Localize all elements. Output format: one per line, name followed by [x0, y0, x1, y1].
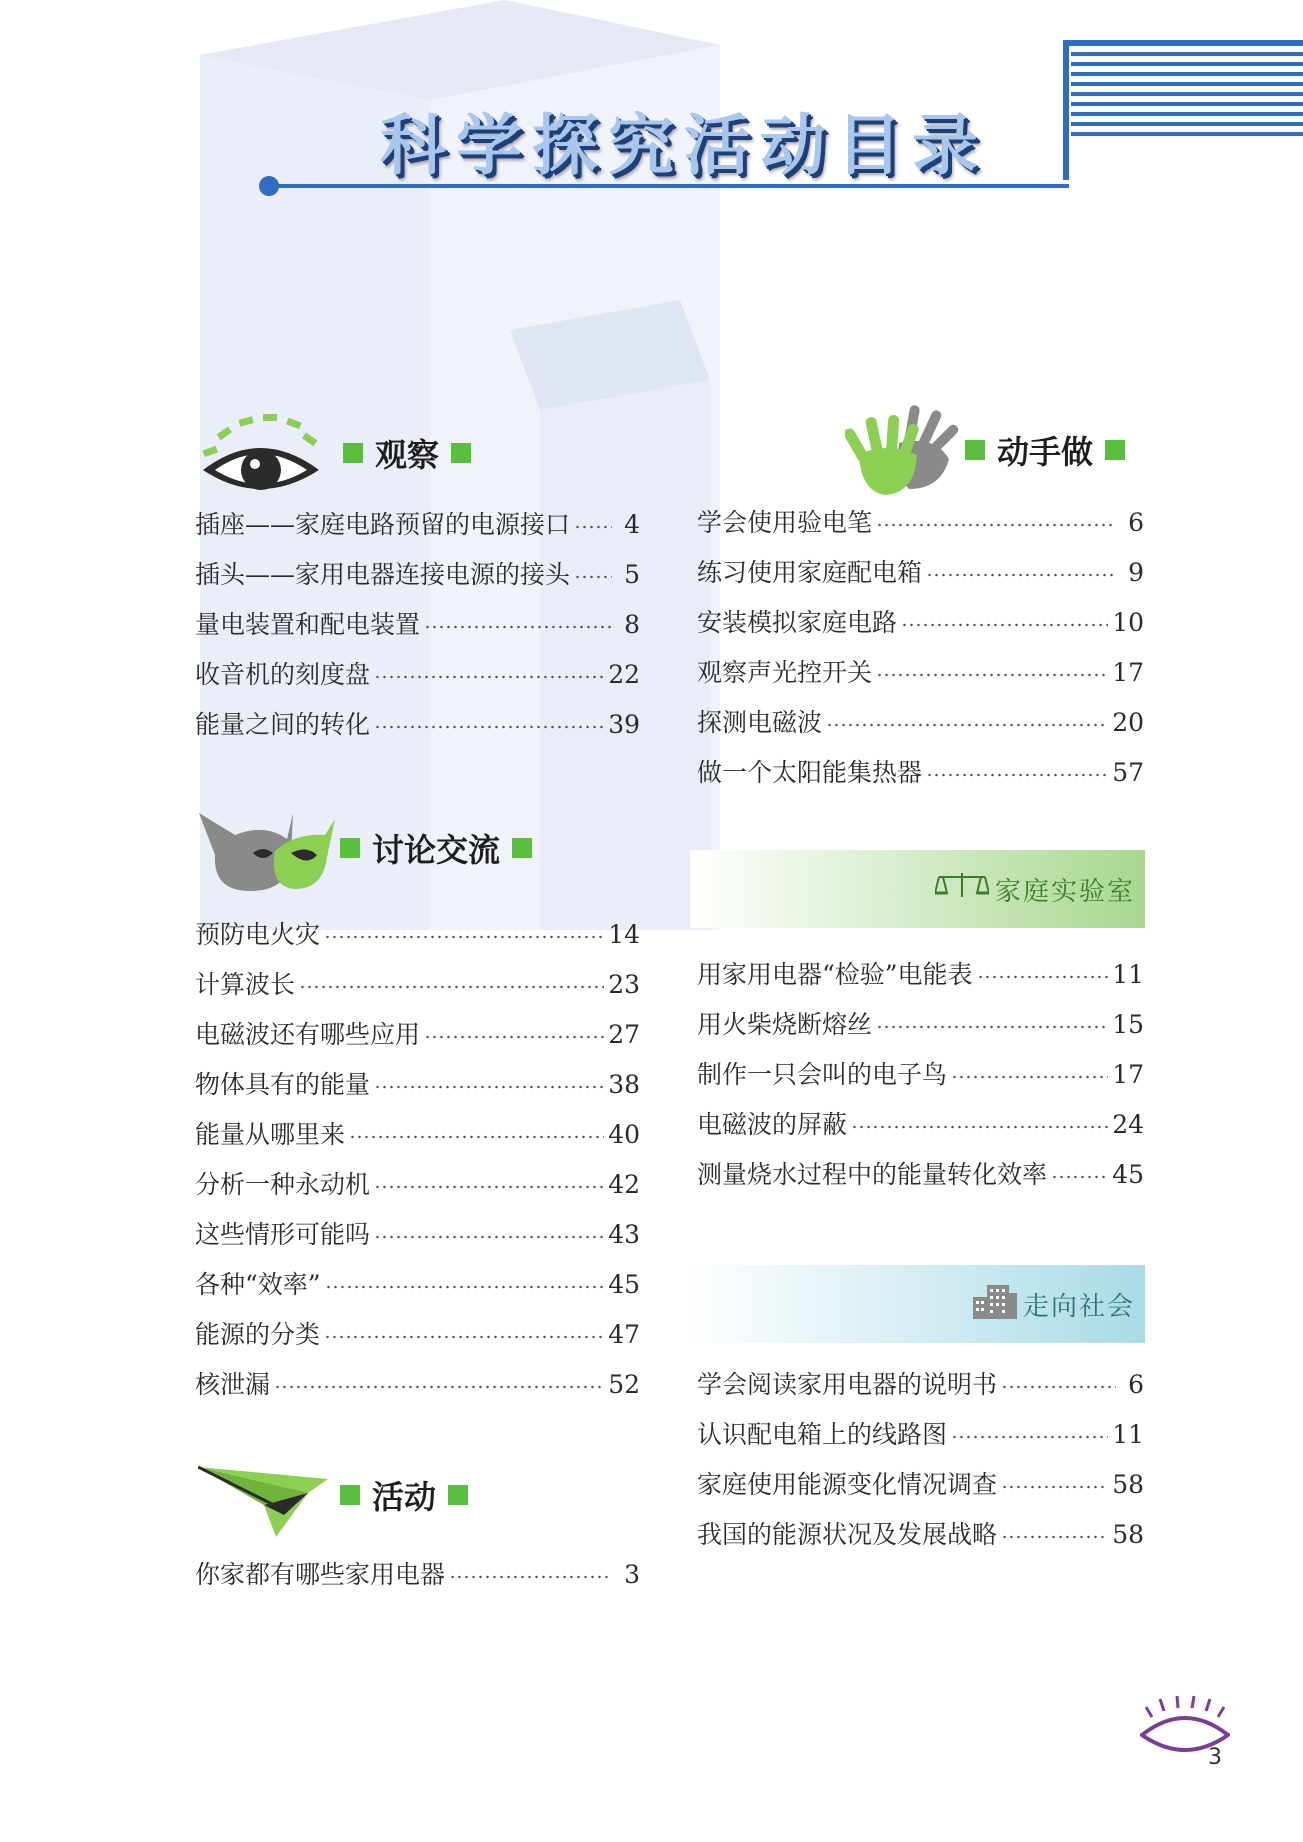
toc-entry[interactable]: 我国的能源状况及发展战略 58 [697, 1520, 1144, 1549]
toc-entry[interactable]: 测量烧水过程中的能量转化效率 45 [697, 1160, 1144, 1189]
section-header-discuss: 讨论交流 [340, 825, 532, 871]
green-square-icon [965, 440, 985, 460]
green-square-icon [340, 1485, 360, 1505]
toc-entry[interactable]: 用家用电器“检验”电能表 11 [697, 960, 1144, 989]
toc-entry[interactable]: 物体具有的能量 38 [195, 1070, 640, 1099]
toc-entry[interactable]: 这些情形可能吗 43 [195, 1220, 640, 1249]
toc-entry[interactable]: 学会使用验电笔 6 [697, 508, 1144, 537]
page-number: 3 [1208, 1745, 1222, 1770]
green-square-icon [451, 443, 471, 463]
toc-entry[interactable]: 制作一只会叫的电子鸟 17 [697, 1060, 1144, 1089]
page-title: 科学探究活动目录 [380, 107, 988, 184]
toc-entry[interactable]: 能源的分类 47 [195, 1320, 640, 1349]
section-header-homelab: 家庭实验室 [690, 850, 1145, 928]
toc-list-handson [697, 503, 1144, 803]
toc-entry[interactable]: 安装模拟家庭电路 10 [697, 608, 1144, 637]
toc-entry[interactable]: 各种“效率” 45 [195, 1270, 640, 1299]
toc-entry[interactable]: 观察声光控开关 17 [697, 658, 1144, 687]
toc-list-homelab [697, 955, 1144, 1205]
toc-entry[interactable]: 认识配电箱上的线路图 11 [697, 1420, 1144, 1449]
toc-entry[interactable]: 预防电火灾 14 [195, 920, 640, 949]
toc-entry[interactable]: 探测电磁波 20 [697, 708, 1144, 737]
green-square-icon [512, 838, 532, 858]
toc-entry[interactable]: 学会阅读家用电器的说明书 6 [697, 1370, 1144, 1399]
eye-icon [195, 408, 325, 498]
green-square-icon [1105, 440, 1125, 460]
toc-entry[interactable]: 能量之间的转化 39 [195, 710, 640, 739]
toc-list-society [697, 1365, 1144, 1565]
toc-entry[interactable]: 插头——家用电器连接电源的接头 5 [195, 560, 640, 589]
building-icon [973, 1283, 1017, 1326]
toc-list-discuss [195, 915, 640, 1415]
toc-list-observe [195, 505, 640, 755]
toc-entry[interactable]: 核泄漏 52 [195, 1370, 640, 1399]
section-header-observe: 观察 [343, 430, 471, 476]
header-stripes [1063, 40, 1303, 180]
toc-entry[interactable]: 用火柴烧断熔丝 15 [697, 1010, 1144, 1039]
section-header-handson: 动手做 [965, 427, 1125, 473]
toc-entry[interactable]: 量电装置和配电装置 8 [195, 610, 640, 639]
toc-entry[interactable]: 分析一种永动机 42 [195, 1170, 640, 1199]
green-square-icon [343, 443, 363, 463]
toc-entry[interactable]: 能量从哪里来 40 [195, 1120, 640, 1149]
toc-entry[interactable]: 家庭使用能源变化情况调查 58 [697, 1470, 1144, 1499]
toc-entry[interactable]: 计算波长 23 [195, 970, 640, 999]
toc-entry[interactable]: 电磁波的屏蔽 24 [697, 1110, 1144, 1139]
hands-icon [845, 405, 965, 495]
toc-entry[interactable]: 做一个太阳能集热器 57 [697, 758, 1144, 787]
discussion-faces-icon [195, 805, 335, 895]
balance-scale-icon [935, 871, 989, 908]
toc-entry[interactable]: 收音机的刻度盘 22 [195, 660, 640, 689]
toc-list-activity [195, 1555, 640, 1605]
section-header-society: 走向社会 [690, 1265, 1145, 1343]
toc-entry[interactable]: 你家都有哪些家用电器 3 [195, 1560, 640, 1589]
paper-plane-icon [198, 1465, 338, 1540]
section-header-activity: 活动 [340, 1472, 468, 1518]
green-square-icon [448, 1485, 468, 1505]
green-square-icon [340, 838, 360, 858]
toc-entry[interactable]: 电磁波还有哪些应用 27 [195, 1020, 640, 1049]
toc-entry[interactable]: 插座——家庭电路预留的电源接口 4 [195, 510, 640, 539]
toc-entry[interactable]: 练习使用家庭配电箱 9 [697, 558, 1144, 587]
